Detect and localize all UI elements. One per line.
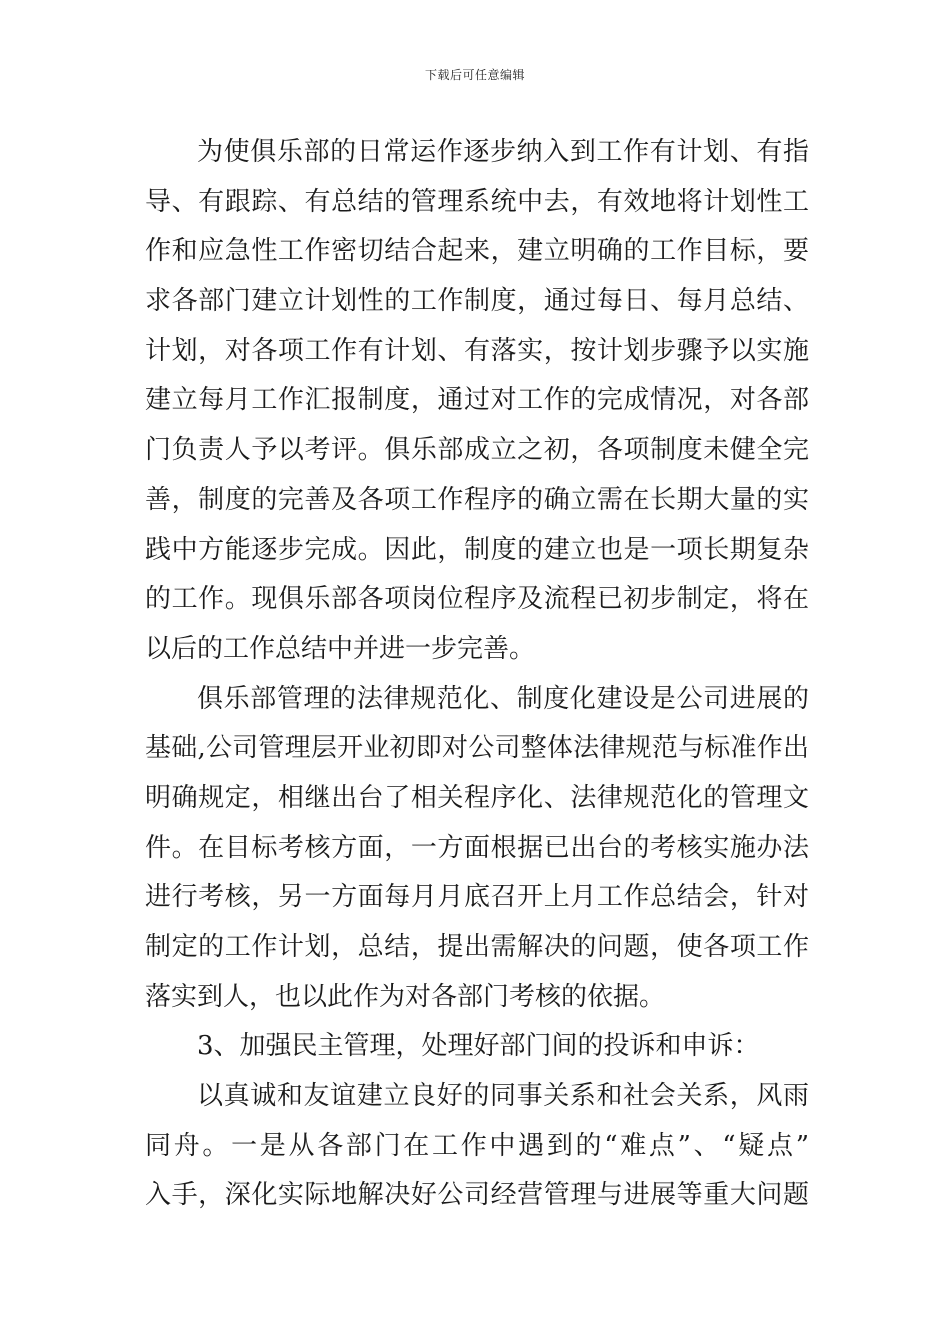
paragraph-1-line-1: 为使俱乐部的日常运作逐步纳入到工作有计划、有指 bbox=[197, 137, 809, 167]
header-note: 下载后可任意编辑 bbox=[424, 68, 525, 82]
paragraph-2-line-7: 落实到人，也以此作为对各部门考核的依据。 bbox=[145, 981, 666, 1012]
body-text bbox=[145, 128, 809, 1221]
paragraph-4-line-3: 入手，深化实际地解决好公司经营管理与进展等重大问题 bbox=[145, 1180, 809, 1211]
paragraph-1-line-8: 善，制度的完善及各项工作程序的确立需在长期大量的实 bbox=[145, 484, 809, 515]
paragraph-2-line-1: 俱乐部管理的法律规范化、制度化建设是公司进展的 bbox=[197, 683, 809, 714]
paragraph-2-line-4: 件。在目标考核方面，一方面根据已出台的考核实施办法 bbox=[145, 832, 809, 863]
paragraph-1-line-10: 的工作。现俱乐部各项岗位程序及流程已初步制定，将在 bbox=[145, 584, 809, 615]
paragraph-2-line-2: 基础,公司管理层开业初即对公司整体法律规范与标准作出 bbox=[145, 733, 809, 764]
paragraph-2-line-3: 明确规定，相继出台了相关程序化、法律规范化的管理文 bbox=[145, 782, 809, 813]
paragraph-1-line-5: 计划，对各项工作有计划、有落实，按计划步骤予以实施 bbox=[145, 335, 809, 366]
paragraph-1-line-3: 作和应急性工作密切结合起来，建立明确的工作目标，要 bbox=[145, 236, 809, 267]
paragraph-2-line-6: 制定的工作计划，总结，提出需解决的问题，使各项工作 bbox=[145, 932, 809, 962]
paragraph-1-line-9: 践中方能逐步完成。因此，制度的建立也是一项长期复杂 bbox=[145, 534, 809, 565]
paragraph-1-line-2: 导、有跟踪、有总结的管理系统中去，有效地将计划性工 bbox=[145, 186, 809, 217]
section-heading-3: 3、加强民主管理，处理好部门间的投诉和申诉： bbox=[197, 1031, 760, 1062]
paragraph-1-line-4: 求各部门建立计划性的工作制度，通过每日、每月总结、 bbox=[145, 286, 809, 317]
paragraph-4-line-1: 以真诚和友谊建立良好的同事关系和社会关系，风雨 bbox=[197, 1081, 809, 1112]
paragraph-2-line-5: 进行考核，另一方面每月月底召开上月工作总结会，针对 bbox=[145, 882, 809, 913]
paragraph-4-line-2: 同舟。一是从各部门在工作中遇到的“难点”、“疑点” bbox=[145, 1130, 809, 1161]
paragraph-1-line-7: 门负责人予以考评。俱乐部成立之初，各项制度未健全完 bbox=[145, 435, 809, 466]
paragraph-1-line-11: 以后的工作总结中并进一步完善。 bbox=[145, 633, 536, 664]
paragraph-1-line-6: 建立每月工作汇报制度，通过对工作的完成情况，对各部 bbox=[145, 385, 809, 416]
